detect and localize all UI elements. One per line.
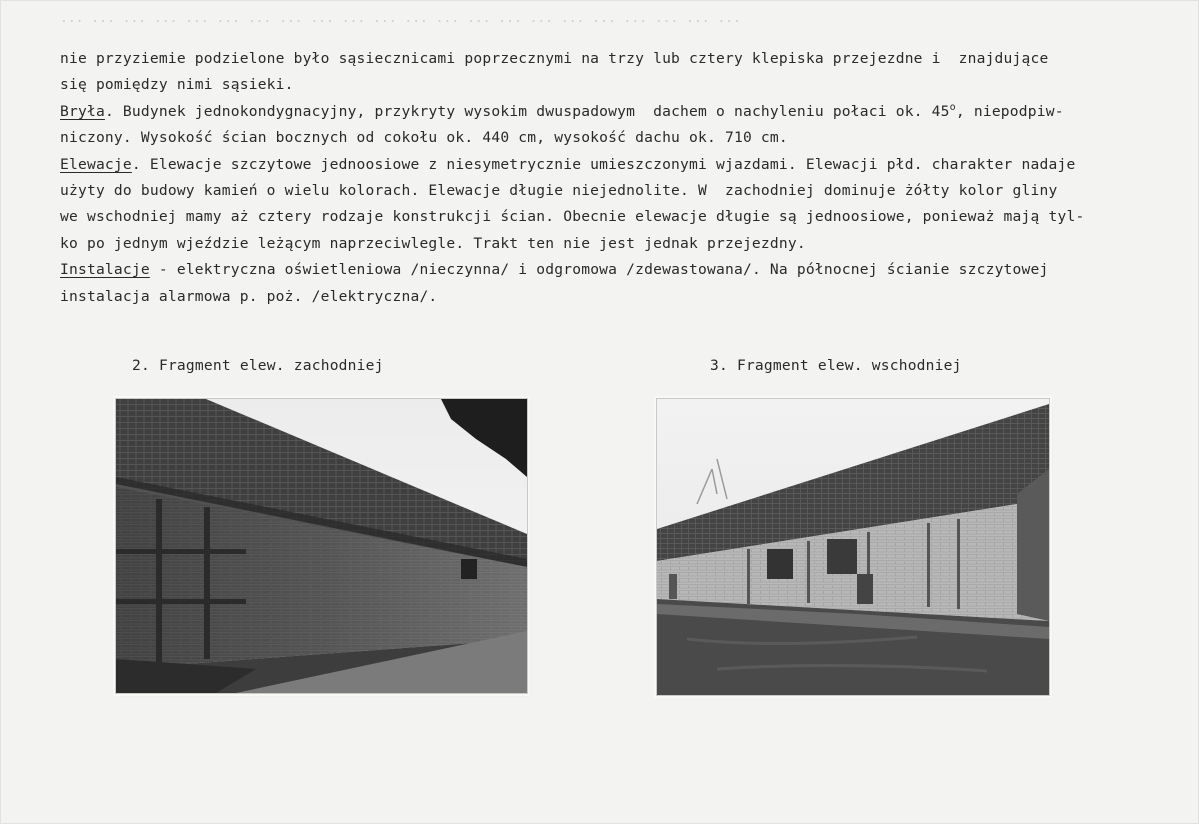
section-heading: Bryła [60, 102, 105, 120]
photo-caption-west: 2. Fragment elew. zachodniej [132, 357, 384, 374]
text-line [60, 99, 1175, 125]
text-run: ko po jednym wjeździe leżącym naprzeciwlegle. Trakt ten nie jest jednak przejezdny. [60, 234, 806, 252]
text-run: we wschodniej mamy aż cztery rodzaje konstrukcji ścian. Obecnie elewacje długie są jednoosiowe, ponieważ mają tyl- [60, 208, 1085, 226]
text-run: się pomiędzy nimi sąsieki. [60, 76, 294, 94]
text-run: o [949, 101, 956, 113]
text-run: , niepodpiw- [955, 102, 1064, 120]
text-line [60, 284, 1175, 310]
text-line [60, 72, 1175, 98]
text-run: użyty do budowy kamień o wielu kolorach. Elewacje długie niejednolite. W zachodniej dominuje żółty kolor gliny [60, 181, 1058, 199]
text-run: . Elewacje szczytowe jednoosiowe z niesymetrycznie umieszczonymi wjazdami. Elewacji płd. charakter nadaje [131, 155, 1076, 173]
section-heading: Instalacje [60, 261, 150, 279]
west-elevation-photo [115, 398, 528, 694]
text-line [60, 178, 1175, 204]
photo-caption-east: 3. Fragment elew. wschodniej [710, 357, 962, 374]
text-run: instalacja alarmowa p. poż. /elektryczna/. [60, 287, 438, 305]
body-text [60, 46, 1175, 310]
east-elevation-photo [656, 398, 1050, 696]
text-run: - elektryczna oświetleniowa /nieczynna/ i odgromowa /zdewastowana/. Na północnej ścianie szczytowej [149, 261, 1049, 279]
text-line [60, 257, 1175, 283]
text-line [60, 125, 1175, 151]
text-run: nie przyziemie podzielone było sąsiecznicami poprzecznymi na trzy lub cztery klepiska przejezdne i znajdujące [60, 50, 1049, 67]
text-run: . Budynek jednokondygnacyjny, przykryty wysokim dwuspadowym dachem o nachyleniu połaci ok. 45 [104, 102, 950, 120]
text-line [60, 46, 1175, 72]
section-heading: Elewacje [60, 155, 132, 173]
text-run: niczony. Wysokość ścian bocznych od cokołu ok. 440 cm, wysokość dachu ok. 710 cm. [60, 129, 788, 147]
text-line [60, 204, 1175, 230]
text-line [60, 152, 1175, 178]
cut-off-top-line: ... ... ... ... ... ... ... ... ... ... ... ... ... ... ... ... ... ... ... ... ... ... [60, 14, 741, 24]
text-line [60, 231, 1175, 257]
